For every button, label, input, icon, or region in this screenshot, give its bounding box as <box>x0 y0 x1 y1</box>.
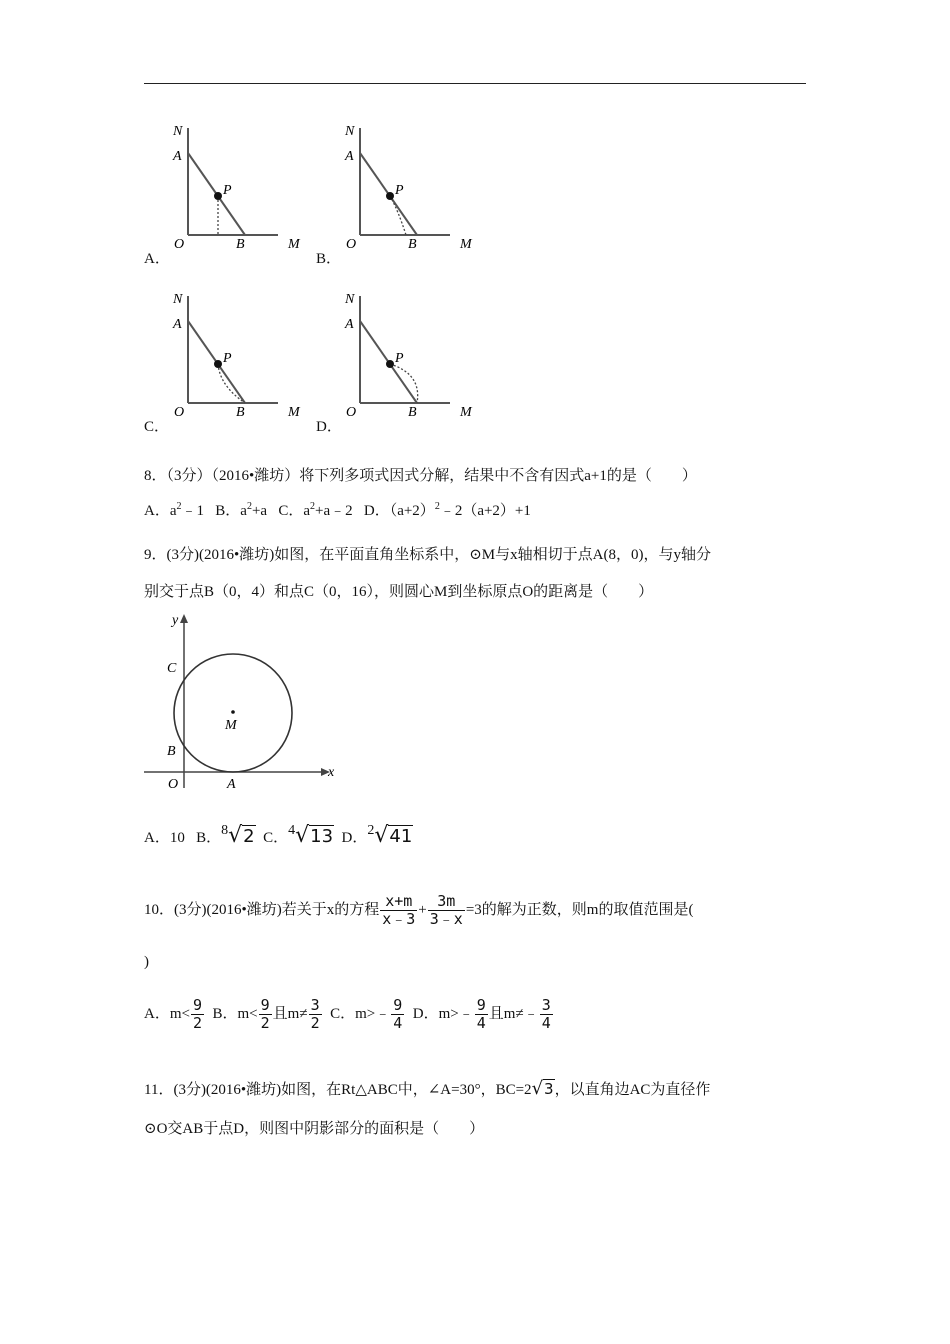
q8-options <box>144 499 531 520</box>
axis-label-y: y <box>172 613 179 628</box>
point-label-o: O <box>168 777 179 792</box>
q9-options <box>144 823 413 848</box>
point-label-c: C <box>167 661 177 676</box>
label-n: N <box>173 124 183 139</box>
q7-option-a-label: A． <box>144 251 170 267</box>
svg-text:B: B <box>236 405 245 420</box>
q7-figure-d[interactable] <box>340 286 485 431</box>
q9-option-d[interactable]: D．2√41 <box>341 823 413 848</box>
q9-option-b[interactable]: B．8√2 <box>196 823 255 848</box>
label-m: M <box>288 237 300 252</box>
y-axis-arrow-icon <box>180 614 188 623</box>
q9-figure <box>140 608 350 798</box>
q10-option-b[interactable]: B．m< $\frac{9}{2}$ 且m≠ $\frac{3}{2}$ <box>212 996 320 1032</box>
q10-stem-line2: ) <box>144 954 149 970</box>
q8-stem: 8．（3分）（2016•潍坊）将下列多项式因式分解，结果中不含有因式a+1的是（ ） <box>144 468 697 484</box>
svg-text:A: A <box>173 317 182 332</box>
svg-text:P: P <box>395 351 404 366</box>
svg-text:B: B <box>408 405 417 420</box>
q8-option-b[interactable]: B．$a^2+a$ <box>215 501 268 519</box>
q7-option-c-label: C． <box>144 419 170 435</box>
point-label-m: M <box>225 718 237 733</box>
svg-text:N: N <box>345 124 355 139</box>
point-label-b: B <box>167 744 176 759</box>
label-b: B <box>236 237 245 252</box>
svg-text:P: P <box>223 351 232 366</box>
svg-text:A: A <box>345 317 354 332</box>
q9-option-a[interactable]: A．10 <box>144 830 185 846</box>
q7-figure-b[interactable] <box>340 118 485 263</box>
svg-text:B: B <box>408 237 417 252</box>
point-label-a: A <box>227 777 236 792</box>
q10-stem: 10．(3分)(2016•潍坊)若关于x的方程 $\frac{x+m}{x﹣3}$ + $\frac{3m}{3﹣x}$ =3的解为正数，则m的取值范围是( <box>144 892 694 928</box>
header-rule <box>144 83 806 84</box>
svg-text:N: N <box>345 292 355 307</box>
svg-text:A: A <box>345 149 354 164</box>
svg-text:N: N <box>173 292 183 307</box>
q9-option-c[interactable]: C．4√13 <box>263 823 334 848</box>
q7-option-d-label: D． <box>316 419 342 435</box>
q8-option-a[interactable]: A．$a^2﹣1$ <box>144 501 205 519</box>
q10-option-c[interactable]: C．m>﹣ $\frac{9}{4}$ <box>330 996 403 1032</box>
q7-figure-a[interactable] <box>168 118 313 263</box>
label-o: O <box>174 237 185 252</box>
q8-option-c[interactable]: C．$a^2+a﹣2$ <box>278 501 353 519</box>
svg-text:M: M <box>288 405 300 420</box>
label-p: P <box>223 183 232 198</box>
q10-options <box>144 997 554 1032</box>
q9-stem-line1: 9．(3分)(2016•潍坊)如图，在平面直角坐标系中，⊙M与x轴相切于点A(8，0)，与y轴分 <box>144 547 711 563</box>
q11-stem-line1: 11．(3分)(2016•潍坊)如图，在Rt△ABC中，∠A=30°，BC=2√3，以直角边AC为直径作 <box>144 1078 711 1099</box>
svg-text:P: P <box>395 183 404 198</box>
svg-text:O: O <box>346 405 357 420</box>
q7-figure-c[interactable] <box>168 286 313 431</box>
q10-fraction-2: $\frac{3m}{3﹣x}$ <box>429 892 463 928</box>
q8-option-d[interactable]: D．$(a+2)^2﹣2(a+2)+1$ <box>363 501 531 519</box>
label-a: A <box>173 149 182 164</box>
svg-text:M: M <box>460 237 472 252</box>
q11-stem-line2: ⊙O交AB于点D，则图中阴影部分的面积是（ ） <box>144 1121 485 1137</box>
svg-text:M: M <box>460 405 472 420</box>
q7-option-b-label: B． <box>316 251 342 267</box>
axis-label-x: x <box>328 765 335 780</box>
q10-option-a[interactable]: A．m< $\frac{9}{2}$ <box>144 996 202 1032</box>
svg-text:O: O <box>346 237 357 252</box>
svg-text:O: O <box>174 405 185 420</box>
q10-option-d[interactable]: D．m>﹣ $\frac{9}{4}$ 且m≠﹣ $\frac{3}{4}$ <box>412 996 551 1032</box>
q10-fraction-1: $\frac{x+m}{x﹣3}$ <box>382 892 416 928</box>
q9-stem-line2: 别交于点B（0，4）和点C（0，16），则圆心M到坐标原点O的距离是（ ） <box>144 584 654 600</box>
